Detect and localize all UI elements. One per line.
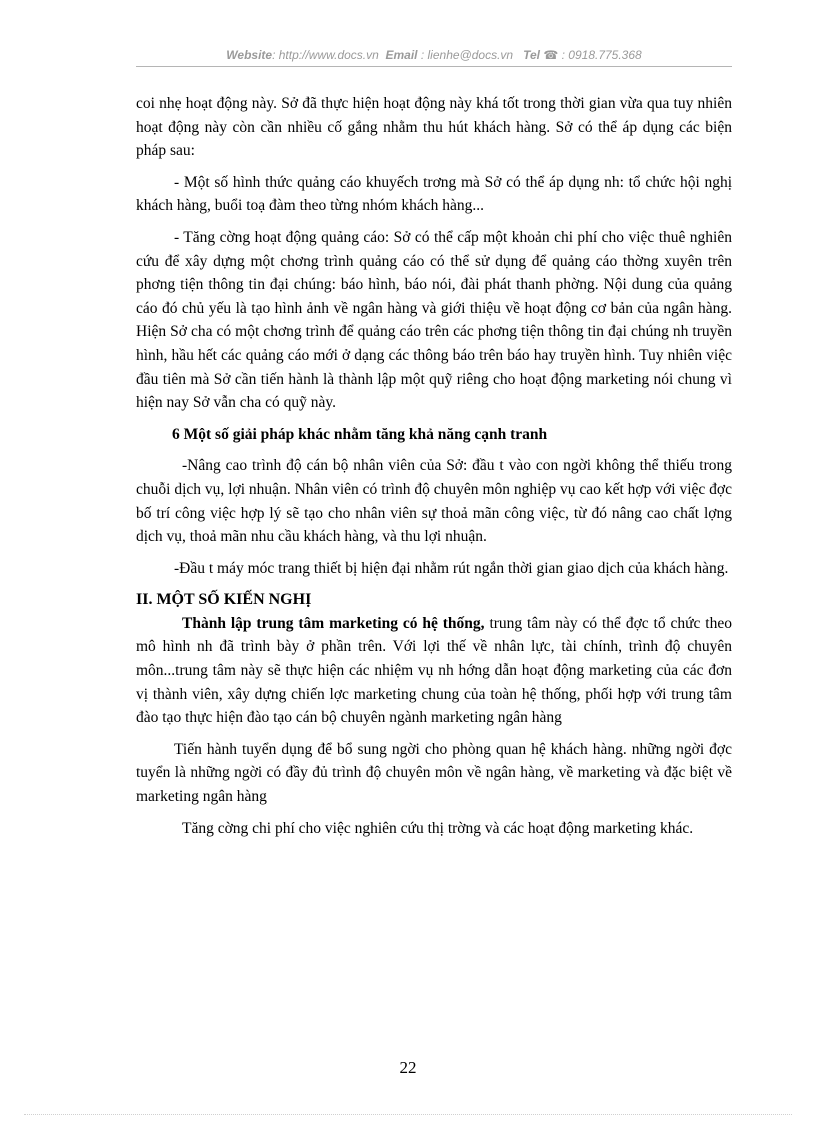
website-value: : http://www.docs.vn (272, 48, 379, 62)
paragraph-marketing-center (136, 612, 732, 730)
email-label: Email (385, 48, 418, 62)
tel-label: Tel (523, 48, 540, 62)
website-label: Website (226, 48, 273, 62)
paragraph-recruitment: Tiến hành tuyển dụng để bổ sung ngời cho phòng quan hệ khách hàng. những ngời đợc tuyển là những ngời có đầy đủ trình độ chuyên môn về ngân hàng, về marketing và đặc biệt về marketing ngân hàng (136, 740, 732, 806)
section-heading-6: 6 Một số giải pháp khác nhằm tăng khả năng cạnh tranh (172, 425, 548, 443)
page-bottom-border (24, 1114, 792, 1115)
paragraph-continuation: coi nhẹ hoạt động này. Sở đã thực hiện hoạt động này khá tốt trong thời gian vừa qua tuy nhiên hoạt động này còn cần nhiều cố gắng nhằm thu hút khách hàng. Sở có thể áp dụng các biện pháp sau: (136, 95, 732, 160)
paragraph-market-research: Tăng cờng chi phí cho việc nghiên cứu thị trờng và các hoạt động marketing khác. (182, 819, 694, 837)
paragraph-equipment-investment: -Đầu t máy móc trang thiết bị hiện đại nhằm rút ngắn thời gian giao dịch của khách hàng. (174, 559, 729, 577)
marketing-center-lead: Thành lập trung tâm marketing có hệ thống, (182, 614, 485, 632)
paragraph-advertising-activity: - Tăng cờng hoạt động quảng cáo: Sở có thể cấp một khoản chi phí cho việc thuê nghiên cứu để xây dựng một chơng trình quảng cáo có thể sử dụng để quảng cáo thờng xuyên trên phơng tiện thông tin đại chúng: báo hình, báo nói, đài phát thanh phờng. Nội dung của quảng cáo đó chủ yếu là tạo hình ảnh về ngân hàng và giới thiệu về hoạt động cơ bản của ngân hàng. Hiện Sở cha có một chơng trình để quảng cáo trên các phơng tiện thông tin đại chúng nh truyền hình, hầu hết các quảng cáo mới ở dạng các thông báo trên báo hay truyền hình. Tuy nhiên việc đầu tiên mà Sở cần tiến hành là thành lập một quỹ riêng cho hoạt động marketing nói chung vì hiện nay Sở vẫn cha có quỹ này. (136, 228, 732, 412)
page-content (136, 92, 732, 848)
page-number: 22 (399, 1058, 417, 1077)
header-divider (136, 66, 732, 67)
email-value: : lienhe@docs.vn (420, 48, 514, 62)
section-heading-recommendations: II. MỘT SỐ KIẾN NGHỊ (136, 591, 312, 609)
paragraph-advertising-forms: - Một số hình thức quảng cáo khuyếch trơng mà Sở có thể áp dụng nh: tổ chức hội nghị khách hàng, buổi toạ đàm theo từng nhóm khách hàng... (136, 173, 732, 215)
page-header (136, 48, 732, 62)
marketing-center-body: trung tâm này có thể đợc tổ chức theo mô hình nh đã trình bày ở phần trên. Với lợi thế về nhân lực, tài chính, trình độ chuyên môn...trung tâm này sẽ thực hiện các nhiệm vụ nh hớng dẫn hoạt động marketing của các đơn vị thành viên, xây dựng chiến lợc marketing chung của toàn hệ thống, phối hợp với trung tâm đào tạo thực hiện đào tạo cán bộ chuyên ngành marketing ngân hàng (136, 614, 732, 727)
paragraph-staff-training: -Nâng cao trình độ cán bộ nhân viên của Sở: đầu t vào con ngời không thể thiếu trong chuỗi dịch vụ, lợi nhuận. Nhân viên có trình độ chuyên môn nghiệp vụ cao kết hợp với việc đợc bố trí công việc hợp lý sẽ tạo cho nhân viên sự thoả mãn công việc, từ đó nâng cao chất lợng dịch vụ, thoả mãn nhu cầu khách hàng, và thu lợi nhuận. (136, 457, 732, 546)
tel-value: ☎ : 0918.775.368 (543, 48, 642, 62)
